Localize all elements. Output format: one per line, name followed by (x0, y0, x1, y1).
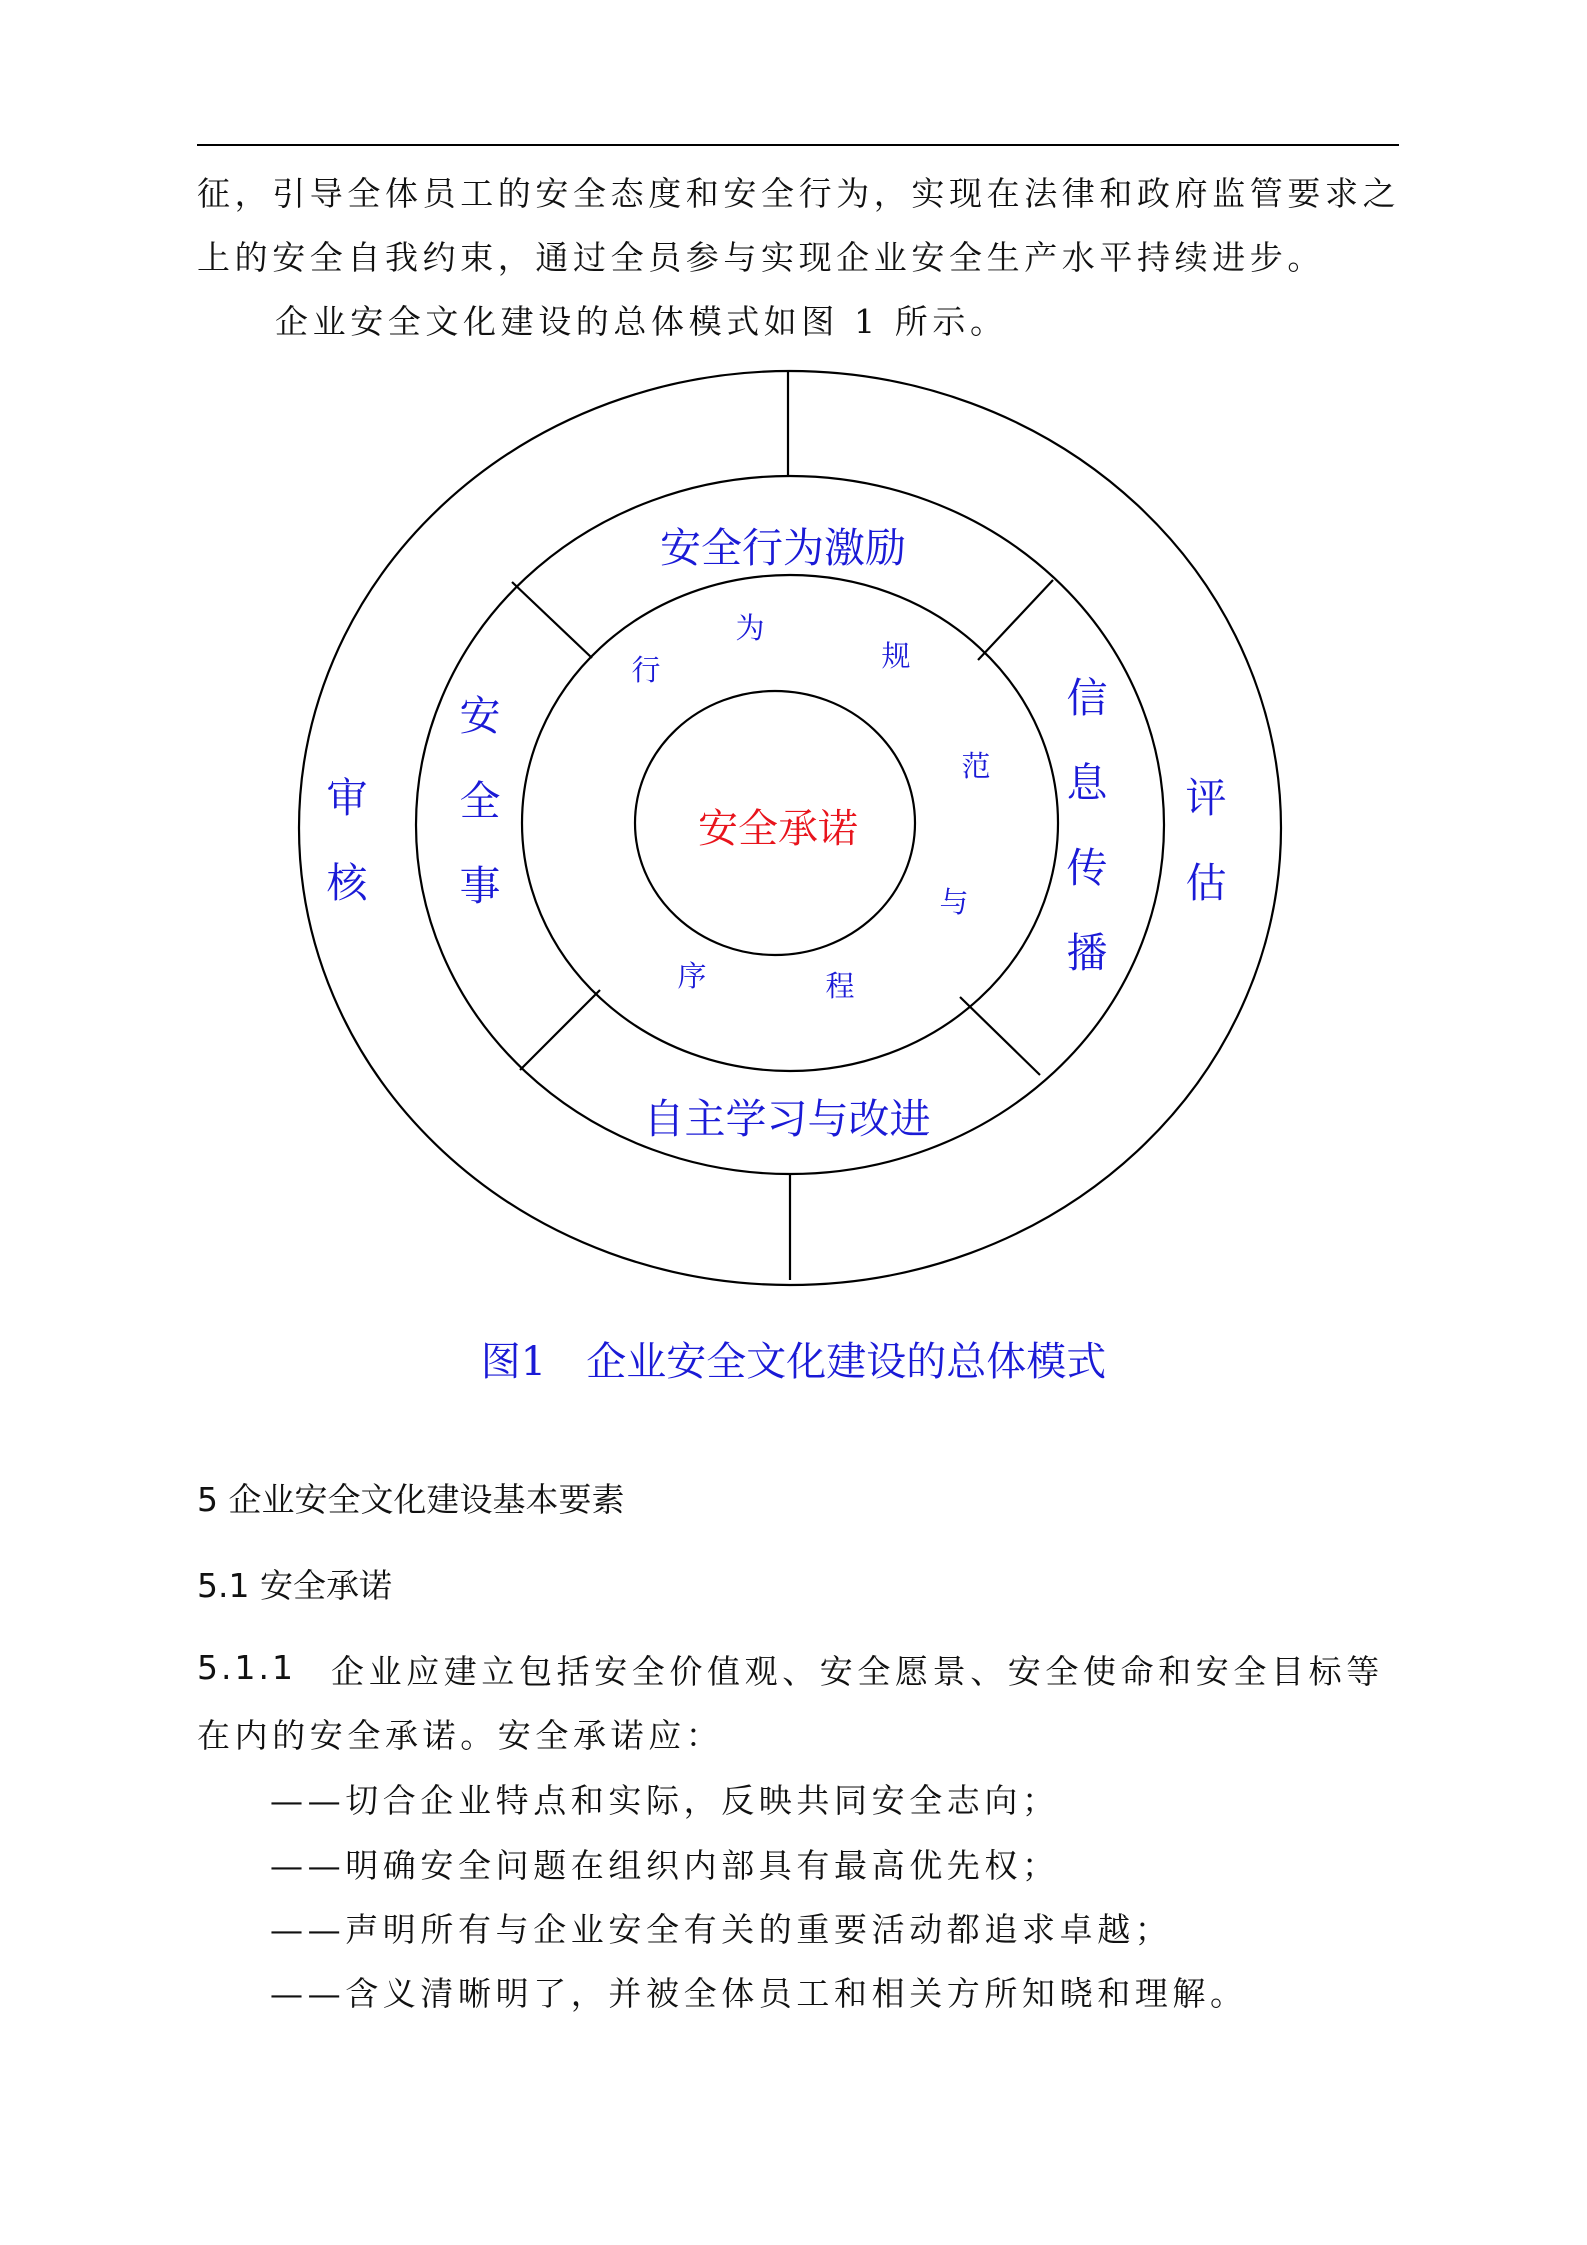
divider-bottom-right (960, 997, 1040, 1075)
ring3-right-char-3: 传 (1066, 844, 1108, 892)
clause-number: 5.1.1 (197, 1648, 296, 1687)
ring2-char-3: 范 (961, 749, 991, 783)
divider-top-right (978, 580, 1053, 660)
ring2-char-6: 序 (677, 959, 707, 993)
ring2-char-4: 与 (939, 885, 969, 919)
ring3-left-char-2: 全 (459, 777, 501, 825)
divider-bottom-left (520, 990, 600, 1070)
ring2-char-7: 行 (631, 653, 661, 687)
ring3-top-label: 安全行为激励 (660, 524, 906, 572)
section-5-1-heading: 5.1 安全承诺 (197, 1566, 392, 1605)
clause-line-2: 在内的安全承诺。安全承诺应： (197, 1716, 724, 1755)
bullet-1: ——切合企业特点和实际，反映共同安全志向； (270, 1781, 1060, 1820)
ring3-right-char-4: 播 (1066, 929, 1108, 977)
bullet-2: ——明确安全问题在组织内部具有最高优先权； (270, 1846, 1060, 1885)
ring3-left-char-3: 事 (459, 862, 501, 910)
ring2-char-1: 为 (735, 611, 765, 645)
figure-caption: 图1 企业安全文化建设的总体模式 (480, 1339, 1107, 1385)
intro-line-3: 企业安全文化建设的总体模式如图 1 所示。 (275, 302, 1008, 341)
bullet-3: ——声明所有与企业安全有关的重要活动都追求卓越； (270, 1910, 1173, 1949)
ring4-right-char-1: 评 (1185, 774, 1227, 822)
section-5-heading: 5 企业安全文化建设基本要素 (197, 1480, 625, 1519)
ring4-right-char-2: 估 (1185, 859, 1227, 907)
ring4-left-char-1: 审 (326, 774, 368, 822)
bullet-4: ——含义清晰明了，并被全体员工和相关方所知晓和理解。 (270, 1974, 1248, 2013)
ring4-left-char-2: 核 (326, 859, 368, 907)
clause-line-1: 企业应建立包括安全价值观、安全愿景、安全使命和安全目标等 (331, 1652, 1384, 1691)
ring2-char-2: 规 (881, 639, 911, 673)
center-label: 安全承诺 (698, 806, 858, 852)
ring2-char-5: 程 (825, 969, 855, 1003)
ring3-bottom-label: 自主学习与改进 (643, 1095, 931, 1143)
ring3-right-char-1: 信 (1066, 674, 1108, 722)
ring3-right-char-2: 息 (1066, 759, 1108, 807)
intro-line-2: 上的安全自我约束，通过全员参与实现企业安全生产水平持续进步。 (197, 238, 1325, 277)
divider-top-left (512, 582, 592, 658)
intro-line-1: 征，引导全体员工的安全态度和安全行为，实现在法律和政府监管要求之 (197, 174, 1401, 213)
ring3-left-char-1: 安 (459, 692, 501, 740)
